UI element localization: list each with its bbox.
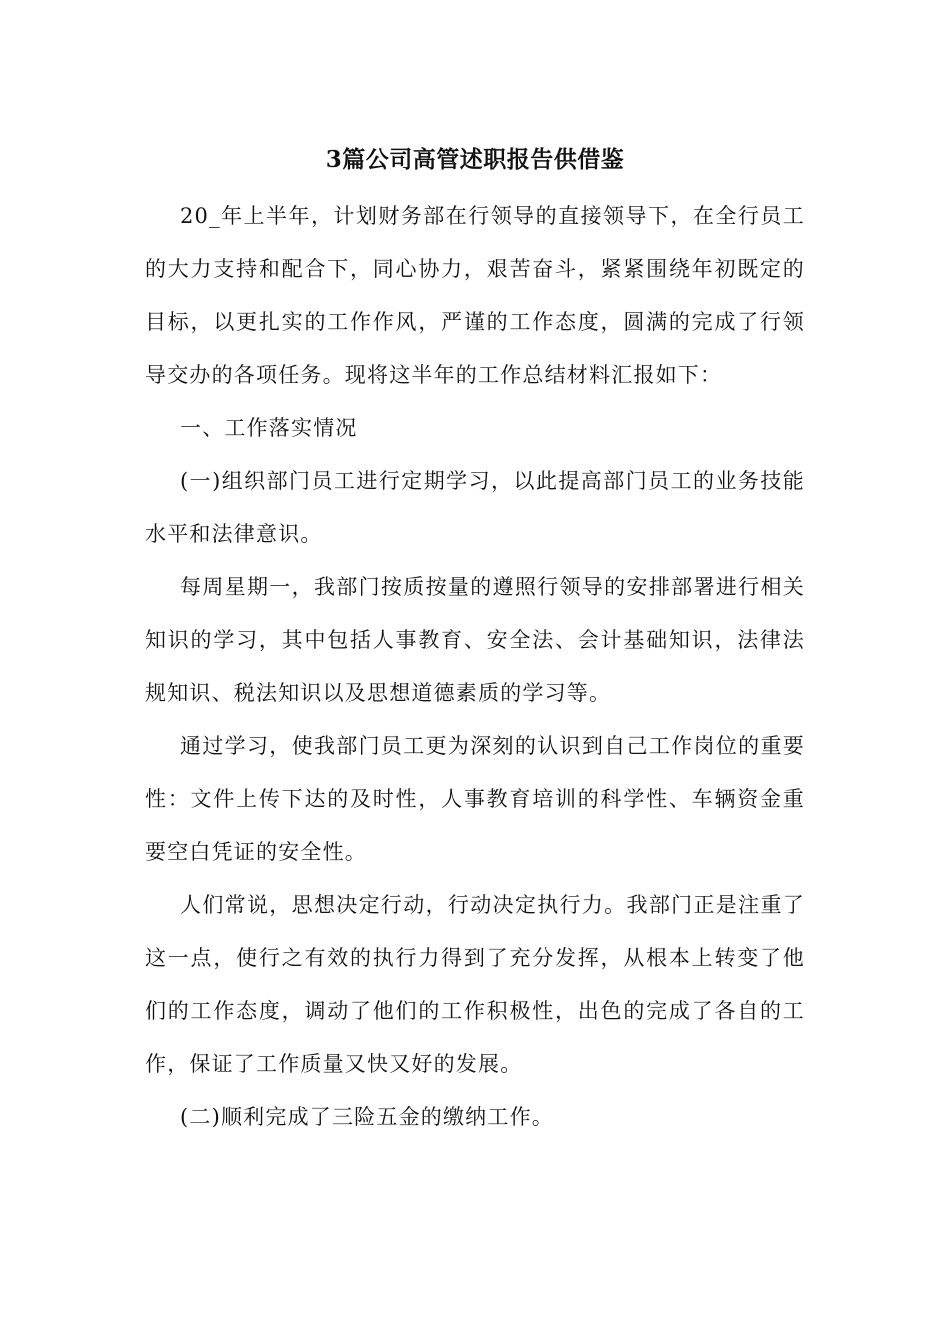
section-heading-work-implementation: 一、工作落实情况 xyxy=(180,416,358,440)
document-body xyxy=(145,190,805,1144)
document-title: 3篇公司高管述职报告供借鉴 xyxy=(325,146,625,173)
paragraph-weekly-study: 每周星期一，我部门按质按量的遵照行领导的安排部署进行相关知识的学习，其中包括人事教育、安全法、会计基础知识，法律法规知识、税法知识以及思想道德素质的学习等。 xyxy=(145,575,805,705)
subsection-heading-regular-study: (一)组织部门员工进行定期学习，以此提高部门员工的业务技能水平和法律意识。 xyxy=(145,469,805,546)
paragraph-study-results: 通过学习，使我部门员工更为深刻的认识到自己工作岗位的重要性：文件上传下达的及时性，人事教育培训的科学性、车辆资金重要空白凭证的安全性。 xyxy=(145,734,805,864)
subsection-heading-insurance: (二)顺利完成了三险五金的缴纳工作。 xyxy=(180,1105,554,1129)
paragraph-intro: 20_年上半年，计划财务部在行领导的直接领导下，在全行员工的大力支持和配合下，同心协力，艰苦奋斗，紧紧围绕年初既定的目标，以更扎实的工作作风，严谨的工作态度，圆满的完成了行领导交办的各项任务。现将这半年的工作总结材料汇报如下： xyxy=(145,204,805,387)
paragraph-execution: 人们常说，思想决定行动，行动决定执行力。我部门正是注重了这一点，使行之有效的执行力得到了充分发挥，从根本上转变了他们的工作态度，调动了他们的工作积极性，出色的完成了各自的工作，保证了工作质量又快又好的发展。 xyxy=(145,893,805,1076)
